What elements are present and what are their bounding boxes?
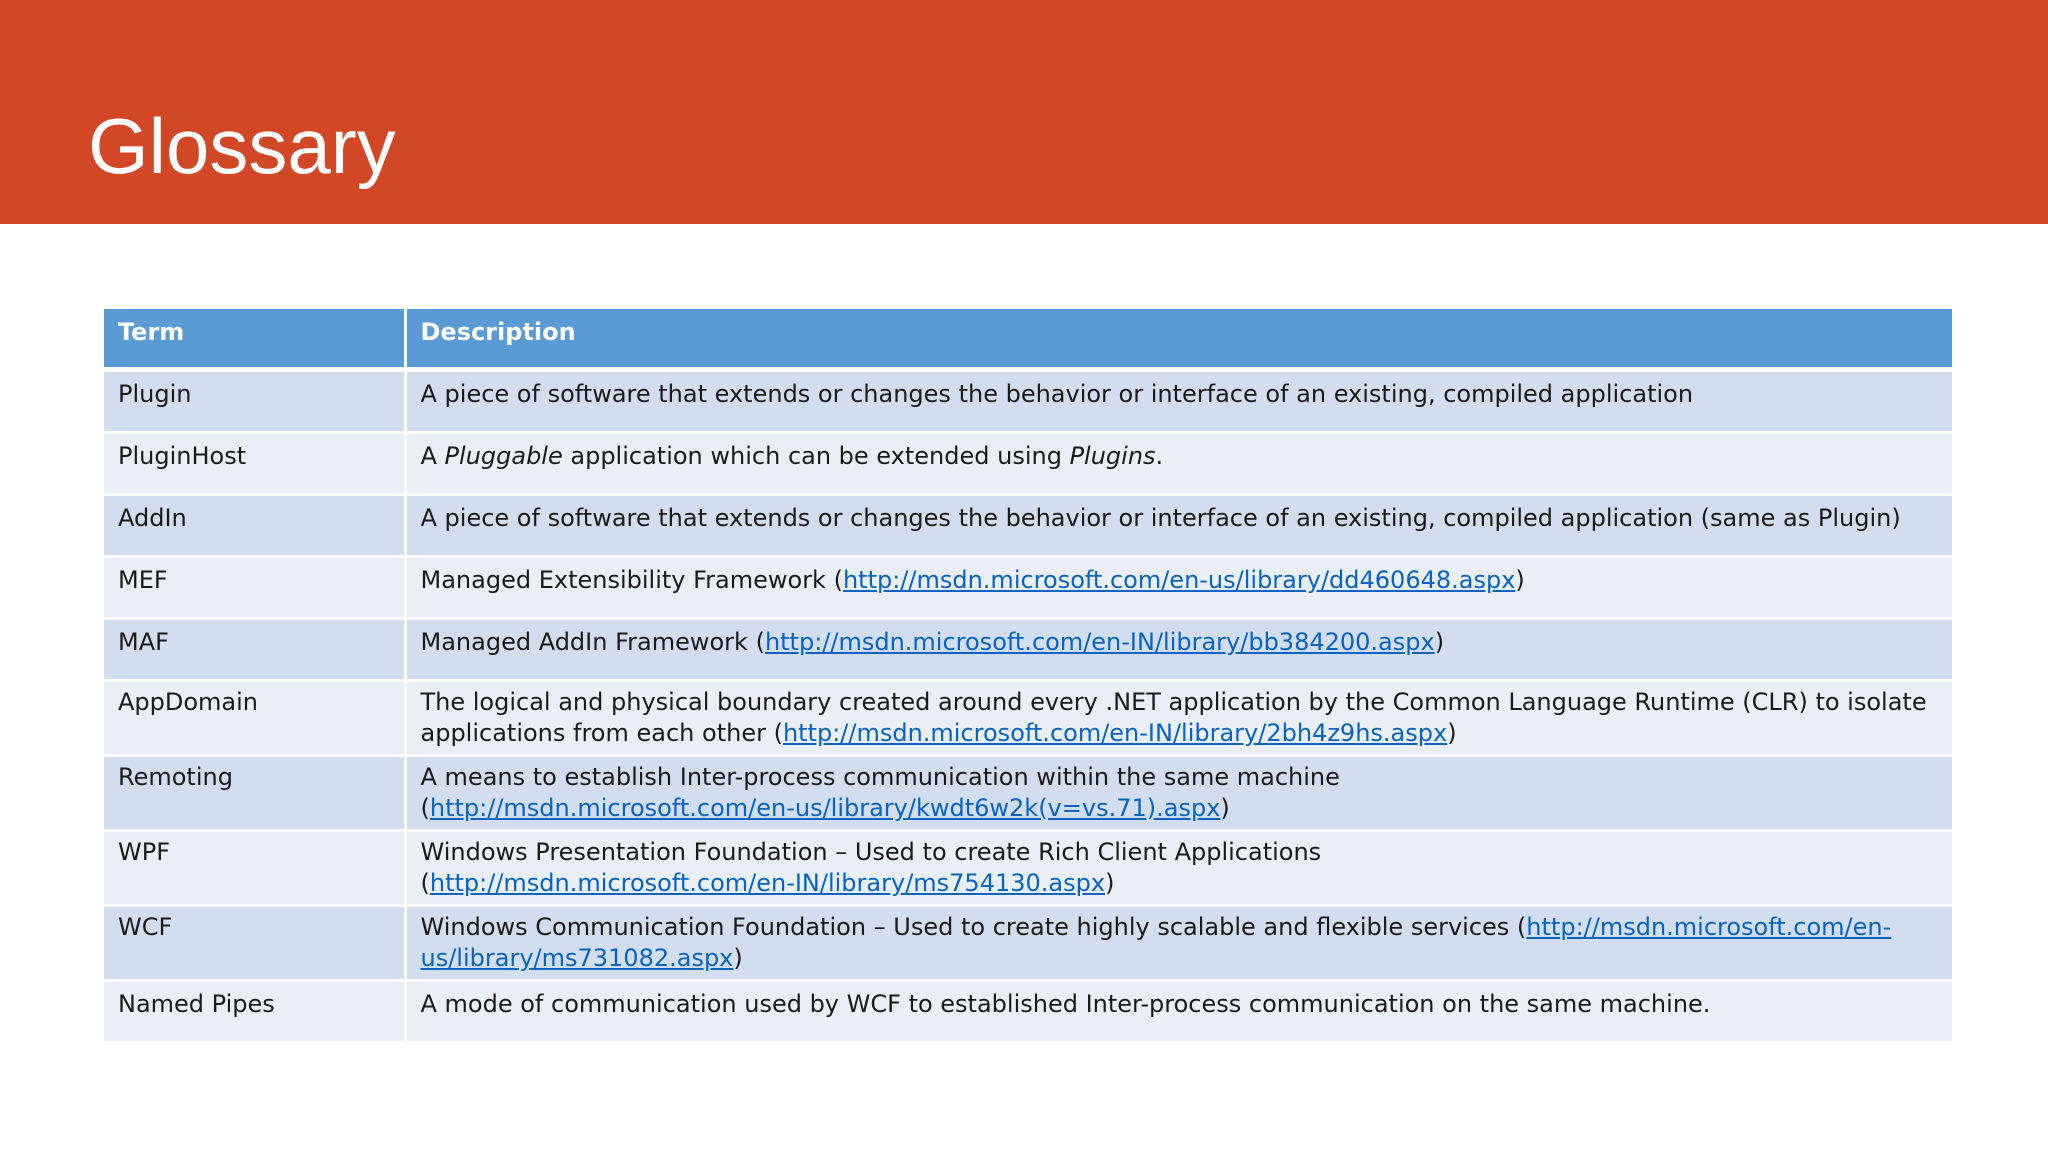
description-cell: A piece of software that extends or changes the behavior or interface of an existing, compiled application (same as Plugin) (405, 495, 1952, 557)
term-cell: MAF (104, 619, 405, 681)
table-row (104, 981, 1952, 1043)
description-cell (405, 619, 1952, 681)
table-row (104, 756, 1952, 831)
table-row (104, 433, 1952, 495)
description-text: application which can be extended using (562, 442, 1070, 470)
description-text: ) (733, 944, 743, 972)
description-cell (405, 557, 1952, 619)
term-cell: PluginHost (104, 433, 405, 495)
description-text: ( (420, 794, 430, 822)
column-header-term: Term (104, 309, 405, 370)
wcf-doc-link[interactable]: http://msdn.microsoft.com/en- (1526, 913, 1892, 941)
description-text: ) (1434, 628, 1445, 656)
table-row (104, 619, 1952, 681)
term-cell: Remoting (104, 756, 405, 831)
term-cell: AppDomain (104, 681, 405, 756)
glossary-table-container (104, 309, 1952, 1044)
column-header-description: Description (405, 309, 1952, 370)
description-text: ) (1515, 566, 1525, 594)
table-header-row (104, 309, 1952, 370)
description-text: Windows Communication Foundation – Used to create highly scalable and flexible services ( (420, 913, 1527, 941)
description-emphasis: Plugins (1069, 442, 1156, 470)
description-text: ) (1447, 719, 1457, 747)
maf-doc-link[interactable]: http://msdn.microsoft.com/en-IN/library/bb384200.aspx (764, 628, 1435, 656)
table-row (104, 681, 1952, 756)
table-row (104, 906, 1952, 981)
description-text: ) (1105, 869, 1115, 897)
table-row (104, 370, 1952, 433)
description-text: Managed Extensibility Framework ( (420, 566, 843, 594)
description-text: A (420, 442, 445, 470)
wcf-doc-link-continued[interactable]: us/library/ms731082.aspx (420, 944, 734, 972)
term-cell: MEF (104, 557, 405, 619)
description-cell (405, 433, 1952, 495)
slide-title: Glossary (88, 102, 396, 190)
description-text: ) (1220, 794, 1230, 822)
table-row (104, 495, 1952, 557)
term-cell: Plugin (104, 370, 405, 433)
description-text: The logical and physical boundary created around every .NET application by the Common Language Runtime (CLR) to isolate (420, 688, 1927, 716)
term-cell: AddIn (104, 495, 405, 557)
remoting-doc-link[interactable]: http://msdn.microsoft.com/en-us/library/kwdt6w2k(v=vs.71).aspx (429, 794, 1221, 822)
description-text: ( (420, 869, 430, 897)
title-banner (0, 0, 2048, 224)
description-text: A means to establish Inter-process communication within the same machine (420, 763, 1340, 791)
glossary-table (104, 309, 1952, 1044)
table-row (104, 831, 1952, 906)
description-text: Managed AddIn Framework ( (420, 628, 765, 656)
wpf-doc-link[interactable]: http://msdn.microsoft.com/en-IN/library/ms754130.aspx (429, 869, 1106, 897)
description-cell (405, 681, 1952, 756)
description-cell: A mode of communication used by WCF to established Inter-process communication on the same machine. (405, 981, 1952, 1043)
description-cell (405, 831, 1952, 906)
description-emphasis: Pluggable (444, 442, 563, 470)
appdomain-doc-link[interactable]: http://msdn.microsoft.com/en-IN/library/2bh4z9hs.aspx (782, 719, 1448, 747)
description-cell (405, 906, 1952, 981)
description-text: Windows Presentation Foundation – Used to create Rich Client Applications (420, 838, 1322, 866)
term-cell: WPF (104, 831, 405, 906)
description-text: . (1155, 442, 1164, 470)
term-cell: Named Pipes (104, 981, 405, 1043)
mef-doc-link[interactable]: http://msdn.microsoft.com/en-us/library/dd460648.aspx (842, 566, 1516, 594)
description-cell (405, 756, 1952, 831)
description-text: applications from each other ( (420, 719, 783, 747)
description-cell: A piece of software that extends or changes the behavior or interface of an existing, compiled application (405, 370, 1952, 433)
table-row (104, 557, 1952, 619)
term-cell: WCF (104, 906, 405, 981)
